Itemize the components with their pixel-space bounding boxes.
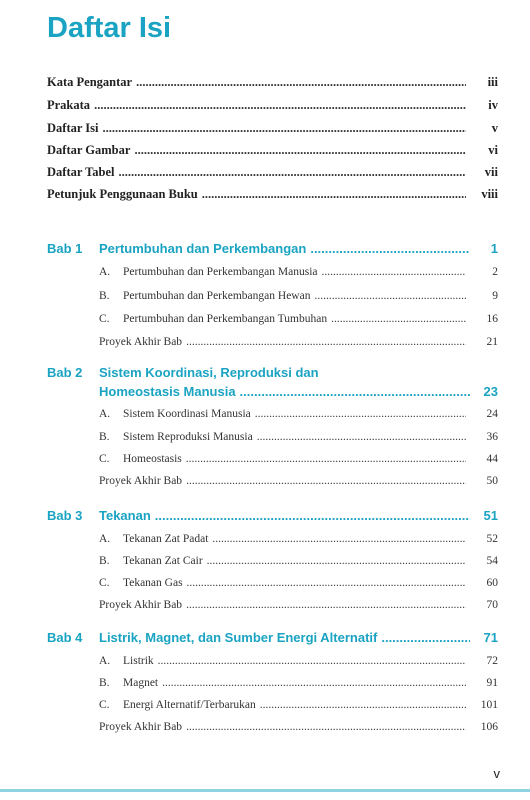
toc-entry-petunjuk[interactable] [0,185,530,203]
subentry-page: 60 [486,577,498,589]
subentry-letter: C. [99,313,110,325]
toc-subentry[interactable] [0,310,530,328]
chapter-number: Bab 1 [47,241,83,256]
chapter-heading-bab-3[interactable] [0,507,530,525]
leader-dots [94,96,466,114]
toc-subentry[interactable] [0,530,530,548]
toc-entry-page: iii [487,75,498,89]
chapter-heading-bab-4[interactable] [0,629,530,647]
leader-dots [202,185,466,203]
toc-entry-label: Daftar Gambar [47,143,131,157]
subentry-letter: C. [99,699,110,711]
leader-dots [162,674,466,692]
page-title: Daftar Isi [47,12,172,44]
leader-dots [186,718,466,736]
leader-dots [260,696,466,714]
leader-dots [186,450,466,468]
leader-dots [155,507,470,525]
subentry-label: Homeostasis [123,453,182,465]
subentry-label: Pertumbuhan dan Perkembangan Manusia [123,266,318,278]
subentry-label: Sistem Reproduksi Manusia [123,431,253,443]
chapter-title: Listrik, Magnet, dan Sumber Energi Alternatif [99,630,378,645]
subentry-page: 9 [492,290,498,302]
leader-dots [103,119,466,137]
bottom-rule [0,789,530,792]
subentry-label: Pertumbuhan dan Perkembangan Hewan [123,290,311,302]
toc-subentry[interactable] [0,405,530,423]
subentry-label: Energi Alternatif/Terbarukan [123,699,256,711]
chapter-heading-bab-2-line1[interactable] [0,364,530,382]
subentry-page: 91 [486,677,498,689]
toc-entry-label: Daftar Isi [47,121,99,135]
toc-entry-page: vi [488,143,498,157]
toc-project-entry[interactable] [0,718,530,736]
project-page: 21 [486,336,498,348]
leader-dots [255,405,466,423]
toc-subentry[interactable] [0,574,530,592]
chapter-page: 51 [483,508,498,523]
subentry-page: 52 [486,533,498,545]
toc-entry-daftar-tabel[interactable] [0,163,530,181]
subentry-label: Magnet [123,677,159,689]
subentry-page: 24 [486,408,498,420]
leader-dots [134,141,466,159]
toc-subentry[interactable] [0,450,530,468]
chapter-number: Bab 3 [47,508,83,523]
toc-entry-daftar-isi[interactable] [0,119,530,137]
leader-dots [119,163,467,181]
leader-dots [186,472,466,490]
leader-dots [186,333,466,351]
subentry-label: Sistem Koordinasi Manusia [123,408,251,420]
chapter-page: 23 [483,384,498,399]
project-page: 50 [486,475,498,487]
leader-dots [186,596,466,614]
subentry-page: 101 [480,699,498,711]
chapter-number: Bab 4 [47,630,83,645]
subentry-letter: B. [99,677,110,689]
toc-entry-label: Kata Pengantar [47,75,133,89]
project-page: 106 [480,721,498,733]
leader-dots [136,73,466,91]
toc-entry-daftar-gambar[interactable] [0,141,530,159]
leader-dots [331,310,466,328]
toc-entry-kata-pengantar[interactable] [0,73,530,91]
toc-subentry[interactable] [0,263,530,281]
leader-dots [310,240,470,258]
chapter-page: 1 [490,241,498,256]
project-label: Proyek Akhir Bab [99,336,183,348]
subentry-letter: A. [99,266,111,278]
subentry-label: Listrik [123,655,154,667]
toc-project-entry[interactable] [0,472,530,490]
leader-dots [314,287,466,305]
subentry-letter: C. [99,577,110,589]
toc-entry-page: v [491,121,498,135]
chapter-title: Tekanan [99,508,151,523]
subentry-page: 54 [486,555,498,567]
toc-subentry[interactable] [0,696,530,714]
toc-entry-page: iv [488,98,498,112]
subentry-page: 72 [486,655,498,667]
toc-entry-label: Prakata [47,98,91,112]
subentry-letter: B. [99,431,110,443]
toc-entry-prakata[interactable] [0,96,530,114]
chapter-heading-bab-2[interactable] [0,383,530,401]
leader-dots [187,574,466,592]
leader-dots [381,629,470,647]
chapter-page: 71 [483,630,498,645]
subentry-page: 2 [492,266,498,278]
leader-dots [158,652,466,670]
toc-entry-page: viii [481,187,498,201]
toc-project-entry[interactable] [0,596,530,614]
toc-subentry[interactable] [0,552,530,570]
subentry-label: Tekanan Zat Padat [123,533,209,545]
subentry-label: Tekanan Gas [123,577,183,589]
leader-dots [240,383,470,401]
leader-dots [207,552,466,570]
chapter-title: Pertumbuhan dan Perkembangan [99,241,307,256]
toc-subentry[interactable] [0,652,530,670]
subentry-label: Tekanan Zat Cair [123,555,203,567]
toc-subentry[interactable] [0,428,530,446]
chapter-number: Bab 2 [47,365,83,380]
page-number: v [493,766,500,781]
subentry-label: Pertumbuhan dan Perkembangan Tumbuhan [123,313,328,325]
project-label: Proyek Akhir Bab [99,721,183,733]
subentry-letter: C. [99,453,110,465]
project-label: Proyek Akhir Bab [99,475,183,487]
subentry-letter: A. [99,533,111,545]
chapter-title-line1: Sistem Koordinasi, Reproduksi dan [99,365,319,380]
leader-dots [257,428,466,446]
toc-entry-label: Petunjuk Penggunaan Buku [47,187,198,201]
leader-dots [322,263,467,281]
subentry-letter: A. [99,408,111,420]
toc-subentry[interactable] [0,287,530,305]
subentry-page: 36 [486,431,498,443]
subentry-letter: B. [99,555,110,567]
subentry-letter: B. [99,290,110,302]
leader-dots [212,530,466,548]
subentry-page: 44 [486,453,498,465]
chapter-heading-bab-1[interactable] [0,240,530,258]
project-page: 70 [486,599,498,611]
chapter-title: Homeostasis Manusia [99,384,236,399]
toc-entry-page: vii [484,165,498,179]
toc-project-entry[interactable] [0,333,530,351]
project-label: Proyek Akhir Bab [99,599,183,611]
toc-entry-label: Daftar Tabel [47,165,115,179]
toc-subentry[interactable] [0,674,530,692]
subentry-page: 16 [486,313,498,325]
subentry-letter: A. [99,655,111,667]
